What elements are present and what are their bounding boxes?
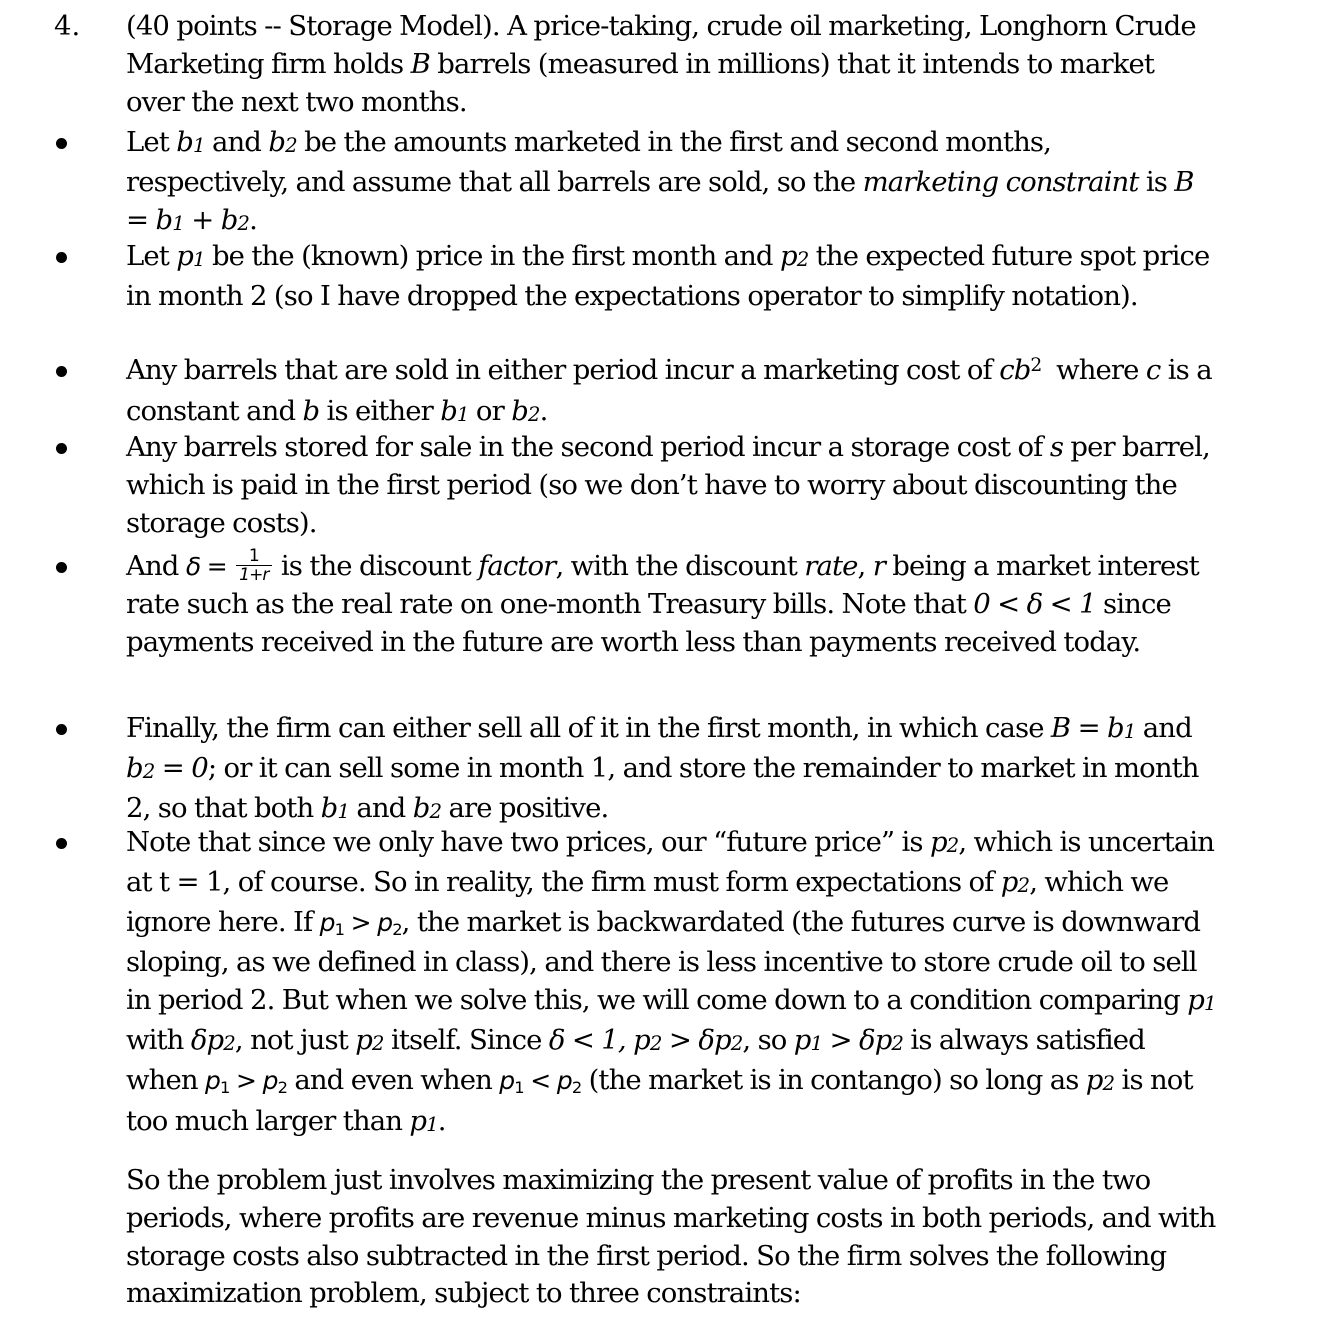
- intro-paragraph: (40 points -- Storage Model). A price-taking, crude oil marketing, Longhorn Crude Marketing firm holds B barrels (measured in millions) that it intends to market over the next two months.: [126, 10, 1196, 118]
- bullet-icon: [56, 366, 67, 377]
- bullet-icon: [56, 562, 67, 573]
- discount-fraction: $\frac{1}{1+r}$: [236, 547, 271, 584]
- bullet-icon: [56, 252, 67, 263]
- bullet-icon: [56, 443, 67, 454]
- document-page: 4. (40 points -- Storage Model). A price-taking, crude oil marketing, Longhorn Crude Marketing firm holds B barrels (measured in millions) that it intends to market over the next two months. Let $b_1$ and $b_2$ be the amounts marketed in the first and second months, respectively, and assume that all barrels are sold, so the marketing constraint is $B = b_1 + b_2$. Let $p_1$ be the (known) price in the first month and $p_2$ the expected future spot price in month 2 (so I have dropped the expectations operator to simplify notation). Any barrels that are sold in either period incur a marketing cost of $cb^2$ where c is a constant and b is either $b_1$ or $b_2$. Any barrels stored for sale in the second period incur a storage cost of s per barrel, which is paid in the first period (so we don’t have to worry about discounting the storage costs). And δ = $\frac{1}{1+r}$ is the discount factor, with the discount rate, r being a market interest rate such as the real rate on one-month Treasury bills. Note that 0 < δ < 1 since payments received in the future are worth less than payments received today. Finally, the firm can either sell all of it in the first month, in which case $B = b_1$ and $b_2 = 0$; or it can sell some in month 1, and store the remainder to market in month 2, so that both $b_1$ and $b_2$ are positive. Note that since we only have two prices, our “future price” is $p_2$, which is uncertain at t = 1, of course. So in reality, the firm must form expectations of $p_2$, which we ignore here. If $p_1 > p_2$, the market is backwardated (the futures curve is downward sloping, as we defined in class), and there is less incentive to store crude oil to sell in period 2. But when we solve this, we will come down to a condition comparing $p_1$ with $\delta p_2$, not just $p_2$ itself. Since δ < 1, $p_2 > \delta p_2$, so $p_1 > \delta p_2$ is always satisfied when $p_1 > p_2$ and even when $p_1 < p_2$ (the market is in contango) so long as $p_2$ is not too much larger than $p_1$. So the problem just involves maximizing the present value of profits in the two periods, where profits are revenue minus marketing costs in both periods, and with storage costs also subtracted in the first period. So the firm solves the following maximization problem, subject to three constraints:: [54, 10, 1216, 1310]
- bullet-icon: [56, 138, 67, 149]
- bullet-icon: [56, 838, 67, 849]
- bullet-icon: [56, 724, 67, 735]
- question-number: 4.: [54, 10, 81, 42]
